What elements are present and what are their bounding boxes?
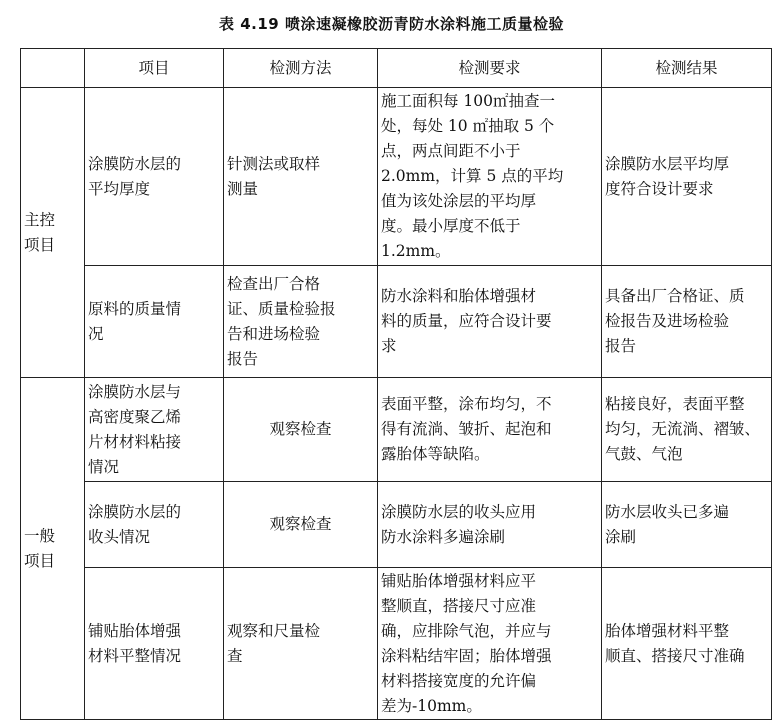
header-requirement: 检测要求 [378, 49, 602, 88]
cell-requirement: 铺贴胎体增强材料应平 整顺直，搭接尺寸应准 确，应排除气泡，并应与 涂料粘结牢固；胎体增强 材料搭接宽度的允许偏 差为-10mm。 [378, 568, 602, 720]
cell-method: 观察检查 [224, 378, 378, 482]
table-row [21, 378, 772, 482]
cell-result: 涂膜防水层平均厚 度符合设计要求 [602, 88, 772, 266]
cell-item: 原料的质量情 况 [85, 266, 224, 378]
cell-method: 检查出厂合格 证、质量检验报 告和进场检验 报告 [224, 266, 378, 378]
cell-requirement: 防水涂料和胎体增强材 料的质量，应符合设计要 求 [378, 266, 602, 378]
cell-item: 铺贴胎体增强 材料平整情况 [85, 568, 224, 720]
cell-requirement: 涂膜防水层的收头应用 防水涂料多遍涂刷 [378, 482, 602, 568]
cell-method: 针测法或取样 测量 [224, 88, 378, 266]
cell-requirement: 表面平整，涂布均匀，不 得有流淌、皱折、起泡和 露胎体等缺陷。 [378, 378, 602, 482]
group-main-label: 主控 项目 [24, 210, 56, 254]
header-result: 检测结果 [602, 49, 772, 88]
cell-requirement: 施工面积每 100㎡抽查一 处，每处 10 ㎡抽取 5 个 点，两点间距不小于 2.0mm，计算 5 点的平均 值为该处涂层的平均厚 度。最小厚度不低于 1.2mm。 [378, 88, 602, 266]
cell-method: 观察和尺量检 查 [224, 568, 378, 720]
header-row [21, 49, 772, 88]
cell-method: 观察检查 [224, 482, 378, 568]
table-row [21, 482, 772, 568]
group-general-label: 一般 项目 [24, 526, 56, 570]
cell-result: 胎体增强材料平整 顺直、搭接尺寸准确 [602, 568, 772, 720]
quality-inspection-table [20, 48, 772, 720]
table-row [21, 266, 772, 378]
cell-item: 涂膜防水层的 收头情况 [85, 482, 224, 568]
header-category [21, 49, 85, 88]
table-caption: 表 4.19 喷涂速凝橡胶沥青防水涂料施工质量检验 [219, 15, 564, 33]
cell-item: 涂膜防水层的 平均厚度 [85, 88, 224, 266]
header-item: 项目 [85, 49, 224, 88]
cell-result: 防水层收头已多遍 涂刷 [602, 482, 772, 568]
cell-result: 具备出厂合格证、质 检报告及进场检验 报告 [602, 266, 772, 378]
table-row [21, 568, 772, 720]
header-method: 检测方法 [224, 49, 378, 88]
cell-result: 粘接良好，表面平整 均匀，无流淌、褶皱、 气鼓、气泡 [602, 378, 772, 482]
table-row [21, 88, 772, 266]
group-main-control [21, 88, 85, 378]
cell-item: 涂膜防水层与 高密度聚乙烯 片材材料粘接 情况 [85, 378, 224, 482]
group-general [21, 378, 85, 720]
